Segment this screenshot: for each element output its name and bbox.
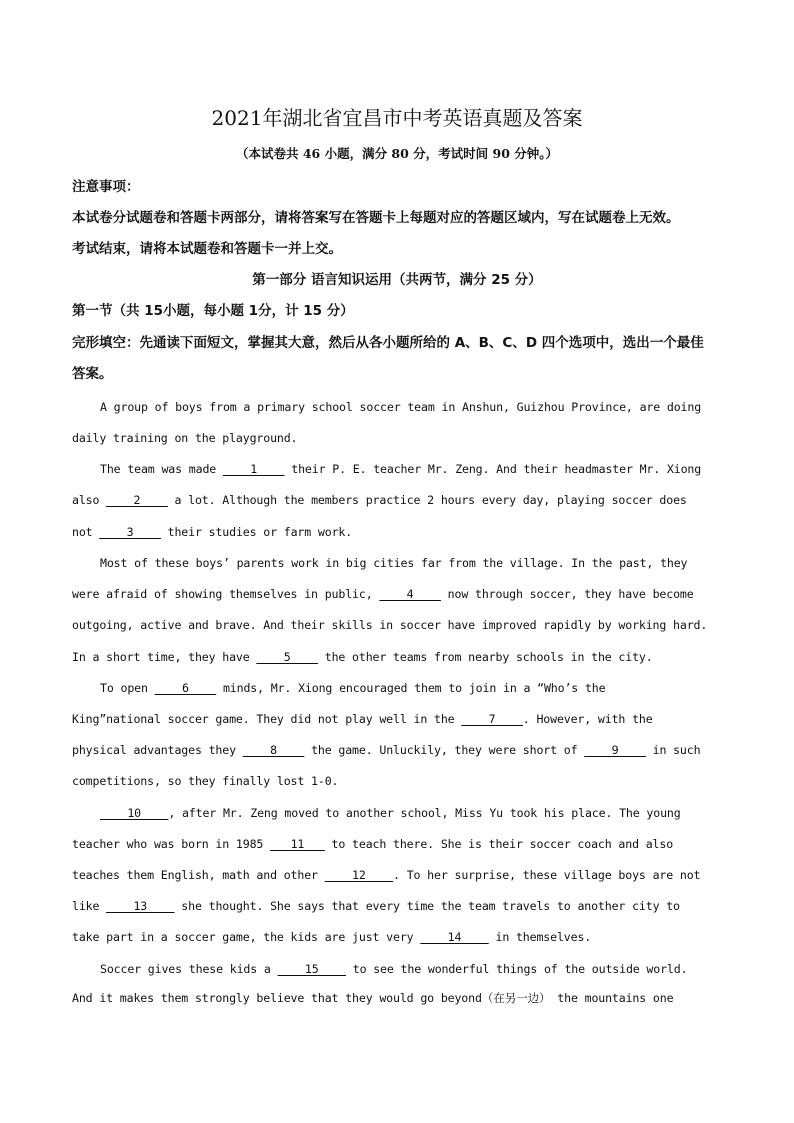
passage-line: ____10____, after Mr. Zeng moved to another school, Miss Yu took his place. The young bbox=[100, 806, 681, 820]
blank-6: ____6____ bbox=[154, 681, 217, 695]
notes-line-1: 本试卷分试题卷和答题卡两部分，请将答案写在答题卡上每题对应的答题区域内，写在试题卷上无效。 bbox=[72, 210, 680, 226]
blank-1: ____1____ bbox=[222, 462, 285, 476]
blank-3: ____3____ bbox=[99, 525, 161, 539]
passage-line: also ____2____ a lot. Although the members practice 2 hours every day, playing soccer does bbox=[72, 493, 687, 507]
passage-line: were afraid of showing themselves in public, ____4____ now through soccer, they have become bbox=[72, 587, 694, 601]
passage-line: A group of boys from a primary school soccer team in Anshun, Guizhou Province, are doing bbox=[100, 400, 702, 414]
passage-line: Soccer gives these kids a ____15____ to see the wonderful things of the outside world. bbox=[100, 962, 688, 976]
blank-5: ____5____ bbox=[256, 650, 318, 664]
blank-11: ___11___ bbox=[270, 837, 325, 851]
passage-line: daily training on the playground. bbox=[72, 431, 298, 445]
blank-4: ____4____ bbox=[379, 587, 441, 601]
passage-line: teacher who was born in 1985 ___11___ to teach there. She is their soccer coach and also bbox=[72, 837, 674, 851]
page-title: 2021年湖北省宜昌市中考英语真题及答案 bbox=[211, 106, 583, 130]
notes-line-2: 考试结束，请将本试题卷和答题卡一并上交。 bbox=[72, 241, 342, 257]
blank-2: ____2____ bbox=[106, 493, 168, 507]
passage-line: And it makes them strongly believe that they would go beyond（在另一边） the mountains one bbox=[72, 991, 674, 1005]
section-title: 第一节（共 15小题，每小题 1分，计 15 分） bbox=[72, 303, 354, 319]
passage-line: Most of these boys’ parents work in big cities far from the village. In the past, they bbox=[100, 556, 688, 570]
exam-subtitle: （本试卷共 46 小题，满分 80 分，考试时间 90 分钟。） bbox=[235, 146, 559, 161]
passage-line: In a short time, they have ____5____ the other teams from nearby schools in the city. bbox=[72, 650, 653, 664]
blank-9: ____9____ bbox=[584, 743, 646, 757]
passage-line: outgoing, active and brave. And their skills in soccer have improved rapidly by working hard. bbox=[72, 618, 708, 632]
blank-12: ____12____ bbox=[324, 868, 394, 882]
instruction-line-1: 完形填空：先通读下面短文，掌握其大意，然后从各小题所给的 A、B、C、D 四个选项中，选出一个最佳 bbox=[72, 335, 704, 351]
passage-line: not ____3____ their studies or farm work. bbox=[72, 525, 353, 539]
passage-line: To open ____6____ minds, Mr. Xiong encouraged them to join in a “Who’s the bbox=[100, 681, 606, 695]
blank-13: ____13____ bbox=[106, 899, 175, 913]
instruction-line-2: 答案。 bbox=[72, 366, 113, 382]
blank-8: ____8____ bbox=[242, 743, 305, 757]
notes-heading: 注意事项： bbox=[72, 179, 140, 195]
blank-10: ____10____ bbox=[100, 806, 169, 820]
passage-line: like ____13____ she thought. She says that every time the team travels to another city to bbox=[72, 899, 680, 913]
passage-line: teaches them English, math and other ____12____. To her surprise, these village boys are not bbox=[72, 868, 701, 882]
blank-15: ____15____ bbox=[277, 962, 346, 976]
passage-line: King”national soccer game. They did not play well in the ____7____. However, with the bbox=[72, 712, 653, 726]
passage-line: take part in a soccer game, the kids are just very ____14____ in themselves. bbox=[72, 930, 592, 944]
passage-line: The team was made ____1____ their P. E. teacher Mr. Zeng. And their headmaster Mr. Xiong bbox=[100, 462, 702, 476]
part-title: 第一部分 语言知识运用（共两节，满分 25 分） bbox=[252, 272, 542, 288]
blank-7: ____7____ bbox=[461, 712, 523, 726]
passage-line: competitions, so they finally lost 1-0. bbox=[72, 774, 339, 788]
passage-line: physical advantages they ____8____ the game. Unluckily, they were short of ____9____ in such bbox=[72, 743, 701, 757]
blank-14: ____14____ bbox=[420, 930, 489, 944]
